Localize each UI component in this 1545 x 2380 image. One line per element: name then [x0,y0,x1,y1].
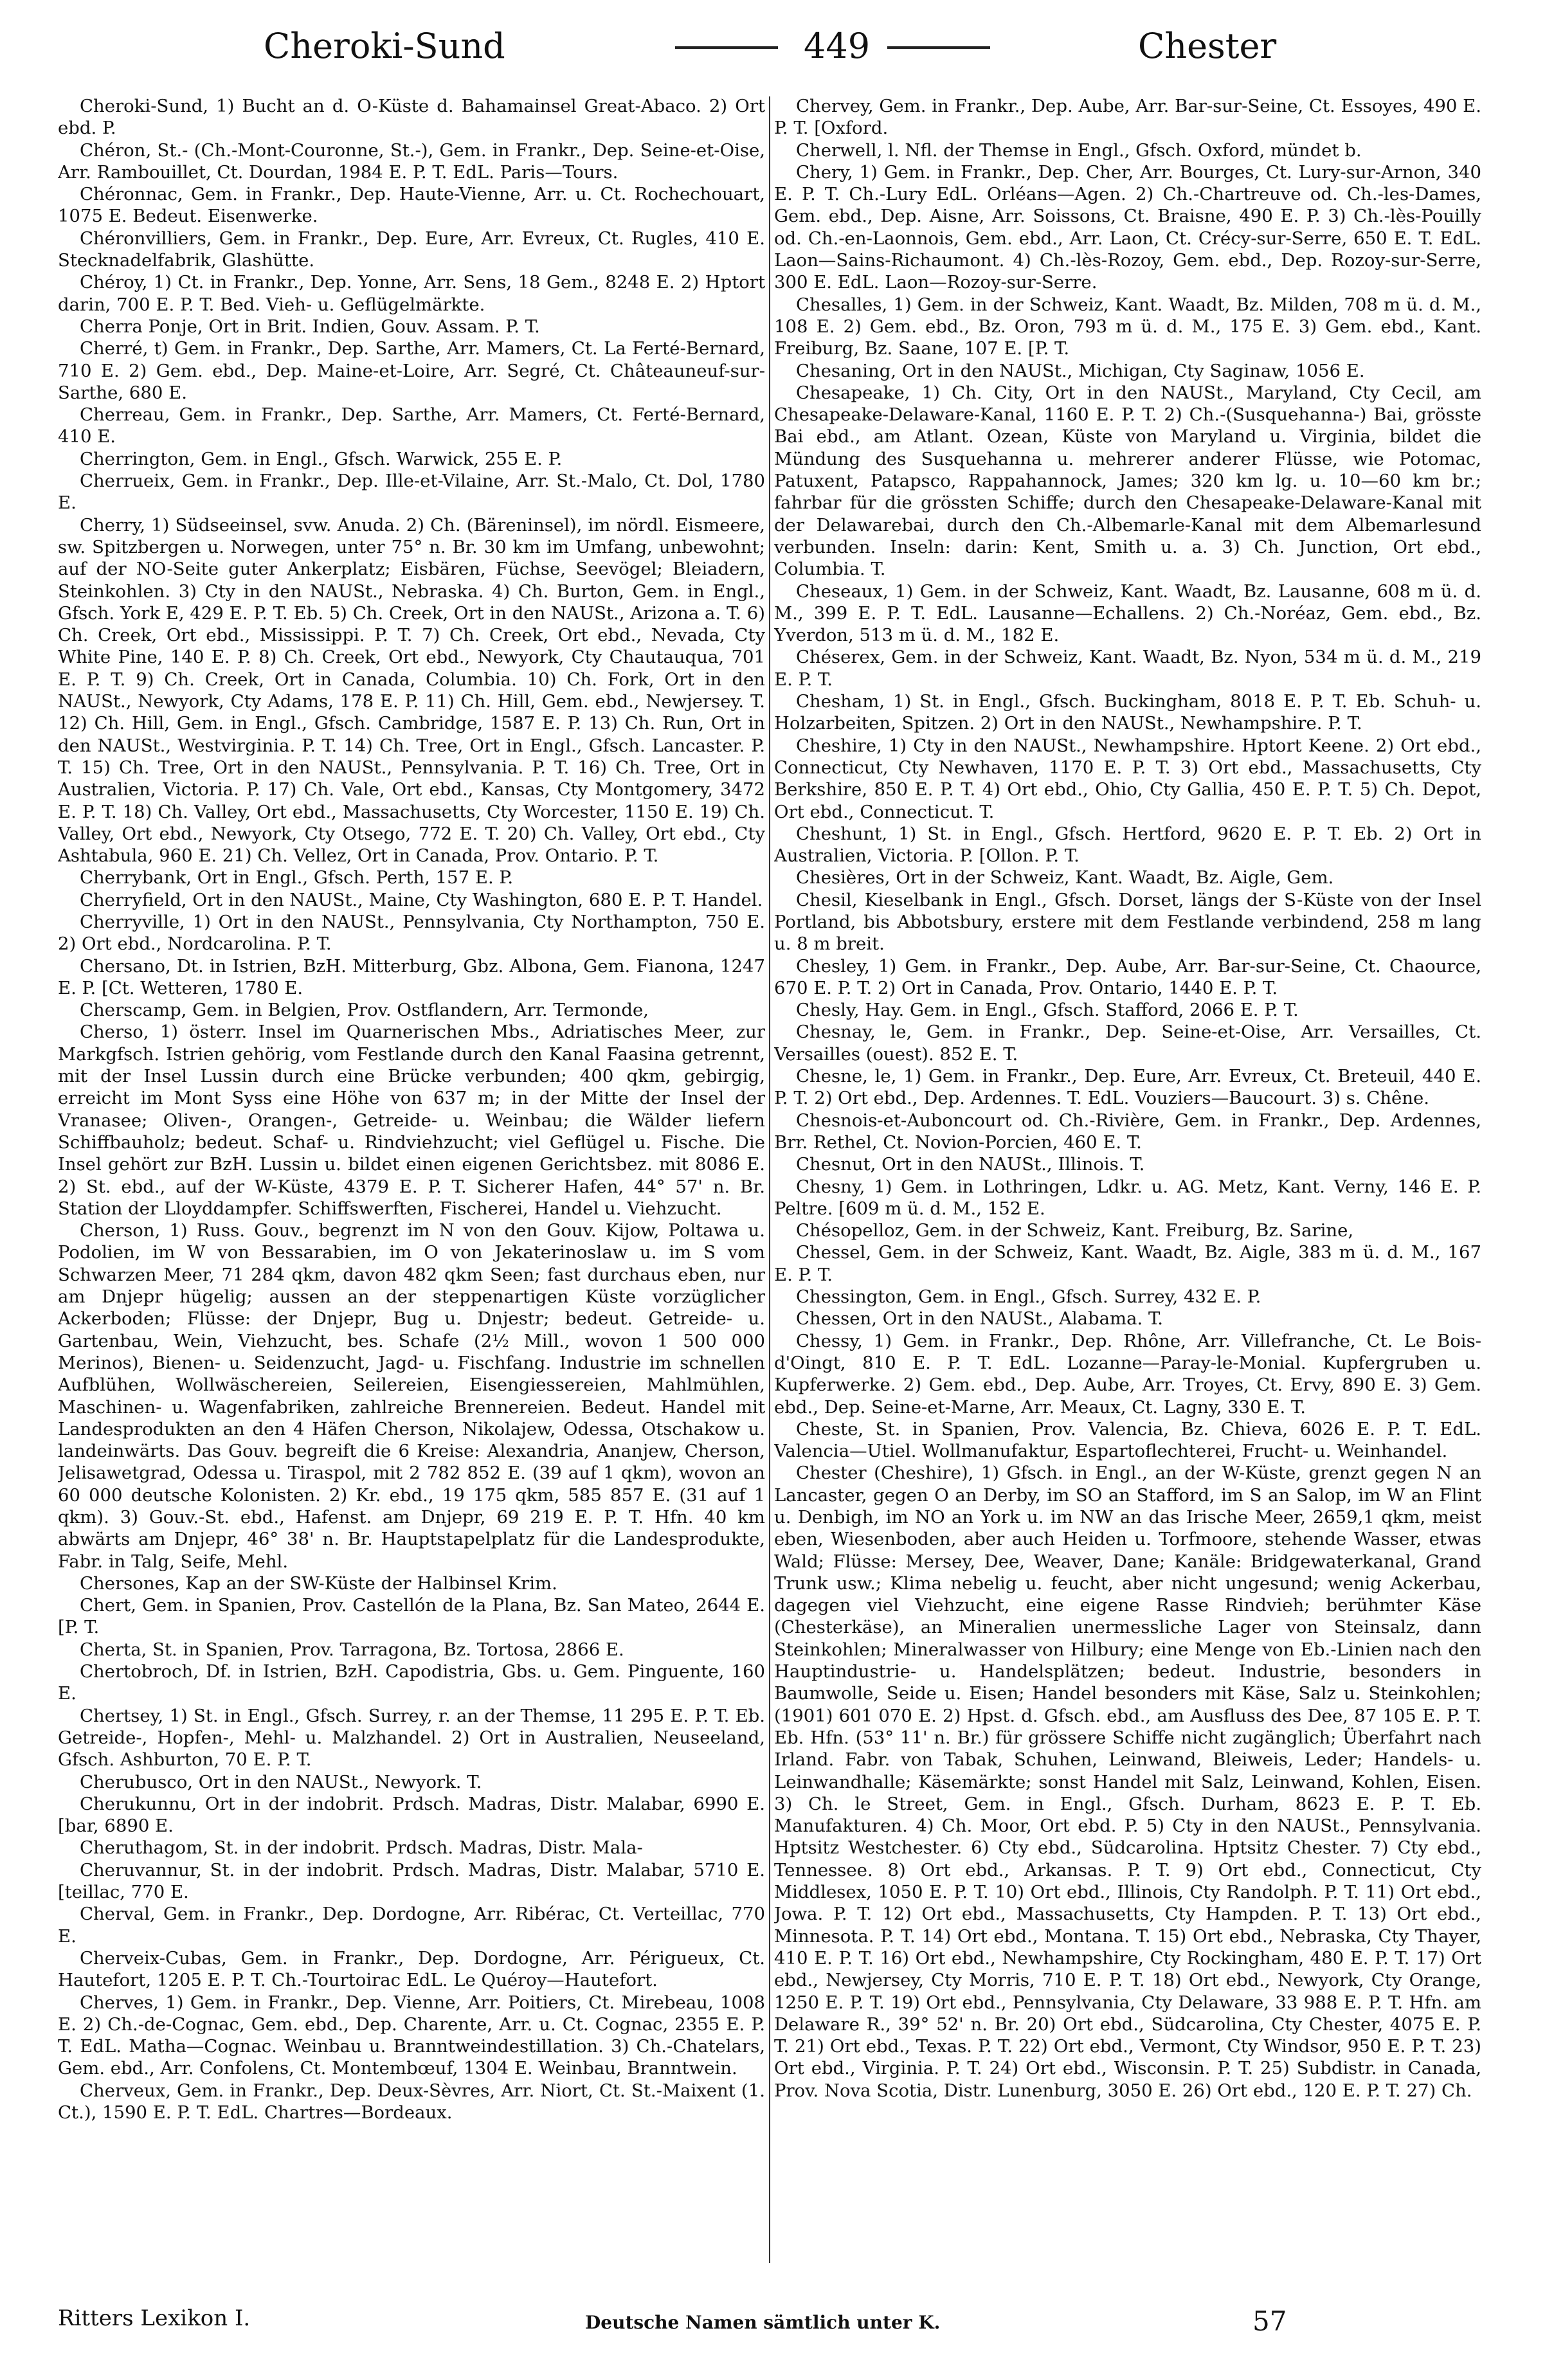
dictionary-entry: Chéroy, 1) Ct. in Frankr., Dep. Yonne, Arr. Sens, 18 Gem., 8248 E. 2) Hptort darin, 700 E. P. T. Bed. Vieh- u. Geflügelmärkte. [58,272,765,315]
dictionary-entry: Cherra Ponje, Ort in Brit. Indien, Gouv. Assam. P. T. [80,316,540,337]
dictionary-entry: Chesaning, Ort in den NAUSt., Michigan, Cty Saginaw, 1056 E. [796,360,1365,381]
dictionary-entry: Chessel, Gem. in der Schweiz, Kant. Waadt, Bz. Aigle, 383 m ü. d. M., 167 E. P. T. [774,1242,1481,1285]
dictionary-entry: Cherubusco, Ort in den NAUSt., Newyork. T. [80,1771,482,1792]
right-column [774,95,1481,2255]
dictionary-entry: Cheshunt, 1) St. in Engl., Gfsch. Hertford, 9620 E. P. T. Eb. 2) Ort in Australien, Victoria. P. [Ollon. P. T. [774,823,1481,867]
footer-note: Deutsche Namen sämtlich unter K. [585,2312,941,2333]
header-last-entry: Chester [1138,26,1277,66]
dictionary-entry: Chesalles, 1) Gem. in der Schweiz, Kant. Waadt, Bz. Milden, 708 m ü. d. M., 108 E. 2) Gem. ebd., Bz. Oron, 793 m ü. d. M., 175 E. 3) Gem. ebd., Kant. Freiburg, Bz. Saane, 107 E. [P. T. [774,294,1481,359]
dictionary-entry: Chessen, Ort in den NAUSt., Alabama. T. [796,1308,1164,1330]
dictionary-entry: Chéron, St.- (Ch.-Mont-Couronne, St.-), Gem. in Frankr., Dep. Seine-et-Oise, Arr. Rambouillet, Ct. Dourdan, 1984 E. P. T. EdL. Paris—Tours. [58,140,765,183]
dictionary-entry: Chert, Gem. in Spanien, Prov. Castellón de la Plana, Bz. San Mateo, 2644 E. [P. T. [58,1595,765,1638]
dictionary-entry: Cherukunnu, Ort in der indobrit. Prdsch. Madras, Distr. Malabar, 6990 E. [bar, 6890 E. [58,1793,765,1837]
dictionary-entry: Chery, 1) Gem. in Frankr., Dep. Cher, Arr. Bourges, Ct. Lury-sur-Arnon, 340 E. P. T. Ch.-Lury EdL. Orléans—Agen. 2) Ch.-Chartreuve od. Ch.-les-Dames, Gem. ebd., Dep. Aisne, Arr. Soissons, Ct. Braisne, 490 E. P. 3) Ch.-lès-Pouilly od. Ch.-en-Laonnois, Gem. ebd., Arr. Laon, Ct. Crécy-sur-Serre, 650 E. T. EdL. Laon—Sains-Richaumont. 4) Ch.-lès-Rozoy, Gem. ebd., Dep. Rozoy-sur-Serre, 300 E. EdL. Laon—Rozoy-sur-Serre. [774,161,1481,293]
dictionary-entry: Cherrybank, Ort in Engl., Gfsch. Perth, 157 E. P. [80,867,514,888]
dictionary-entry: Cheroki-Sund, 1) Bucht an d. O-Küste d. Bahamainsel Great-Abaco. 2) Ort ebd. P. [58,96,765,139]
dictionary-entry: Cherreau, Gem. in Frankr., Dep. Sarthe, Arr. Mamers, Ct. Ferté-Bernard, 410 E. [58,404,765,447]
dictionary-entry: Cherscamp, Gem. in Belgien, Prov. Ostflandern, Arr. Termonde, [80,1000,649,1021]
dictionary-entry: Chesil, Kieselbank in Engl., Gfsch. Dorset, längs der S-Küste von der Insel Portland, bis Abbotsbury, ersterе mit dem Festlande verbindend, 258 m lang u. 8 m breit. [774,889,1481,955]
dictionary-entry: Cheseaux, 1) Gem. in der Schweiz, Kant. Waadt, Bz. Lausanne, 608 m ü. d. M., 399 E. P. T. EdL. Lausanne—Echallens. 2) Ch.-Noréaz, Gem. ebd., Bz. Yverdon, 513 m ü. d. M., 182 E. [774,581,1481,646]
dictionary-entry: Chertobroch, Df. in Istrien, BzH. Capodistria, Gbs. u. Gem. Pinguente, 160 E. [58,1661,765,1704]
page-number: 449 [804,26,871,66]
dictionary-entry: Cheste, St. in Spanien, Prov. Valencia, Bz. Chieva, 6026 E. P. T. EdL. Valencia—Utiel. Wollmanufaktur, Espartoflechterei, Frucht- u. Weinhandel. [774,1418,1481,1462]
dictionary-entry: Chesapeake, 1) Ch. City, Ort in den NAUSt., Maryland, Cty Cecil, am Chesapeake-Delaware-Kanal, 1160 E. P. T. 2) Ch.-(Susquehanna-) Bai, grösste Bai ebd., am Atlant. Ozean, Küste von Maryland u. Virginia, bildet die Mündung des Susquehanna u. mehrerer anderer Flüsse, wie Potomac, Patuxent, Patapsco, Rappahannock, James; 320 km lg. u. 10—60 km br.; fahrbar für die grössten Schiffe; durch den Chesapeake-Delaware-Kanal mit der Delawarebai, durch den Ch.-Albemarle-Kanal mit dem Albemarlesund verbunden. Inseln: darin: Kent, Smith u. a. 3) Ch. Junction, Ort ebd., Columbia. T. [774,382,1481,580]
dictionary-entry: Chessy, 1) Gem. in Frankr., Dep. Rhône, Arr. Villefranche, Ct. Le Bois-d'Oingt, 810 E. P. T. EdL. Lozanne—Paray-le-Monial. Kupfergruben u. Kupferwerke. 2) Gem. ebd., Dep. Aube, Arr. Troyes, Ct. Ervy, 890 E. 3) Gem. ebd., Dep. Seine-et-Marne, Arr. Meaux, Ct. Lagny, 330 E. T. [774,1330,1481,1418]
dictionary-entry: Chesières, Ort in der Schweiz, Kant. Waadt, Bz. Aigle, Gem. [796,867,1334,888]
footer-sheet-number: 57 [1252,2305,1287,2337]
dictionary-entry: Cherta, St. in Spanien, Prov. Tarragona, Bz. Tortosa, 2866 E. [80,1639,624,1660]
dictionary-entry: Chesly, Hay. Gem. in Engl., Gfsch. Stafford, 2066 E. P. T. [796,1000,1299,1021]
dictionary-entry: Chersano, Dt. in Istrien, BzH. Mitterburg, Gbz. Albona, Gem. Fianona, 1247 E. P. [Ct. Wetteren, 1780 E. [58,955,765,998]
page-footer [58,2305,1487,2344]
dictionary-entry: Cheruvannur, St. in der indobrit. Prdsch. Madras, Distr. Malabar, 5710 E. [teillac, 770 E. [58,1859,765,1903]
dictionary-entry: Cherry, 1) Südseeinsel, svw. Anuda. 2) Ch. (Bäreninsel), im nördl. Eismeere, sw. Spitzbergen u. Norwegen, unter 75° n. Br. 30 km im Umfang, unbewohnt; auf der NO-Seite guter Ankerplatz; Eisbären, Füchse, Seevögel; Bleiadern, Steinkohlen. 3) Cty in den NAUSt., Nebraska. 4) Ch. Burton, Gem. in Engl., Gfsch. York E, 429 E. P. T. Eb. 5) Ch. Creek, Ort in den NAUSt., Arizona a. T. 6) Ch. Creek, Ort ebd., Mississippi. P. T. 7) Ch. Creek, Ort ebd., Nevada, Cty White Pine, 140 E. P. 8) Ch. Creek, Ort ebd., Newyork, Cty Chautauqua, 701 E. P. T. 9) Ch. Creek, Ort in Canada, Columbia. 10) Ch. Fork, Ort in den NAUSt., Newyork, Cty Adams, 178 E. P. 11) Ch. Hill, Gem. ebd., Newjersey. T. 12) Ch. Hill, Gem. in Engl., Gfsch. Cambridge, 1587 E. P. 13) Ch. Run, Ort in den NAUSt., Westvirginia. P. T. 14) Ch. Tree, Ort in Engl., Gfsch. Lancaster. P. T. 15) Ch. Tree, Ort in den NAUSt., Pennsylvania. P. T. 16) Ch. Tree, Ort in Australien, Victoria. P. 17) Ch. Vale, Ort ebd., Kansas, Cty Montgomery, 3472 E. P. T. 18) Ch. Valley, Ort ebd., Massachusetts, Cty Worcester, 1150 E. 19) Ch. Valley, Ort ebd., Newyork, Cty Otsego, 772 E. T. 20) Ch. Valley, Ort ebd., Cty Ashtabula, 960 E. 21) Ch. Vellez, Ort in Canada, Prov. Ontario. P. T. [58,514,765,867]
dictionary-entry: Chesnut, Ort in den NAUSt., Illinois. T. [796,1154,1145,1175]
dictionary-entry: Cherveux, Gem. in Frankr., Dep. Deux-Sèvres, Arr. Niort, Ct. St.-Maixent (1. Ct.), 1590 E. P. T. EdL. Chartres—Bordeaux. [58,2080,765,2123]
dictionary-entry: Cheshire, 1) Cty in den NAUSt., Newhampshire. Hptort Keene. 2) Ort ebd., Connecticut, Cty Newhaven, 1170 E. P. T. 3) Ort ebd., Massachusetts, Cty Berkshire, 850 E. P. T. 4) Ort ebd., Ohio, Cty Gallia, 450 E. P. T. 5) Ch. Depot, Ort ebd., Connecticut. T. [774,735,1481,822]
dictionary-entry: Cheruthagom, St. in der indobrit. Prdsch. Madras, Distr. Mala- [80,1837,643,1859]
dictionary-entry: Chéronnac, Gem. in Frankr., Dep. Haute-Vienne, Arr. u. Ct. Rochechouart, 1075 E. Bedeut. Eisenwerke. [58,184,765,227]
header-dash-left [675,46,778,49]
dictionary-entry: Cherré, t) Gem. in Frankr., Dep. Sarthe, Arr. Mamers, Ct. La Ferté-Bernard, 710 E. 2) Gem. ebd., Dep. Maine-et-Loire, Arr. Segré, Ct. Châteauneuf-sur-Sarthe, 680 E. [58,338,765,403]
dictionary-entry: Chester (Cheshire), 1) Gfsch. in Engl., an der W-Küste, grenzt gegen N an Lancaster, gegen O an Derby, im SO an Stafford, im S an Salop, im W an Flint u. Denbigh, im NO an York u. im NW an das Irische Meer, 2659,1 qkm, meist eben, Wiesenboden, aber auch Heiden u. Torfmoore, stehende Wasser, etwas Wald; Flüsse: Mersey, Dee, Weaver, Dane; Kanäle: Bridgewaterkanal, Grand Trunk usw.; Klima nebelig u. feucht, aber nicht ungesund; wenig Ackerbau, dagegen viel Viehzucht, eine eigene Rasse Rindvieh; berühmter Käse (Chesterkäse), an Mineralien unermessliche Lager von Steinsalz, dann Steinkohlen; Mineralwasser von Hilbury; eine Menge von Eb.-Linien nach den Hauptindustrie- u. Handelsplätzen; bedeut. Industrie, besonders in Baumwolle, Seide u. Eisen; Handel besonders mit Käse, Salz u. Steinkohlen; (1901) 601 070 E. 2) Hpst. d. Gfsch. ebd., am Ausfluss des Dee, 87 105 E. P. T. Eb. Hfn. (53° 11' n. Br.) für grössere Schiffe nicht zugänglich; Überfahrt nach Irland. Fabr. von Tabak, Schuhen, Leinwand, Bleiweis, Leder; Handels- u. Leinwandhalle; Käsemärkte; sonst Handel mit Salz, Leinwand, Kohlen, Eisen. 3) Ch. le Street, Gem. in Engl., Gfsch. Durham, 8623 E. P. T. Eb. Manufakturen. 4) Ch. Moor, Ort ebd. P. 5) Cty in den NAUSt., Pennsylvania. Hptsitz Westchester. 6) Cty ebd., Südcarolina. Hptsitz Chester. 7) Cty ebd., Tennessee. 8) Ort ebd., Arkansas. P. T. 9) Ort ebd., Connecticut, Cty Middlesex, 1050 E. P. T. 10) Ort ebd., Illinois, Cty Randolph. P. T. 11) Ort ebd., Jowa. P. T. 12) Ort ebd., Massachusetts, Cty Hampden. P. T. 13) Ort ebd., Minnesota. P. T. 14) Ort ebd., Montana. T. 15) Ort ebd., Nebraska, Cty Thayer, 410 E. P. T. 16) Ort ebd., Newhampshire, Cty Rockingham, 480 E. P. T. 17) Ort ebd., Newjersey, Cty Morris, 710 E. P. T. 18) Ort ebd., Newyork, Cty Orange, 1250 E. P. T. 19) Ort ebd., Pennsylvania, Cty Delaware, 33 988 E. P. T. Hfn. am Delaware R., 39° 52' n. Br. 20) Ort ebd., Südcarolina, Cty Chester, 4075 E. P. T. 21) Ort ebd., Texas. P. T. 22) Ort ebd., Vermont, Cty Windsor, 950 E. P. T. 23) Ort ebd., Virginia. P. T. 24) Ort ebd., Wisconsin. P. T. 25) Subdistr. in Canada, Prov. Nova Scotia, Distr. Lunenburg, 3050 E. 26) Ort ebd., 120 E. P. T. 27) Ch. [774,1463,1481,2101]
column-divider [769,96,770,2263]
dictionary-entry: Chesnay, le, Gem. in Frankr., Dep. Seine-et-Oise, Arr. Versailles, Ct. Versailles (ouest). 852 E. T. [774,1022,1481,1065]
dictionary-entry: Chéserex, Gem. in der Schweiz, Kant. Waadt, Bz. Nyon, 534 m ü. d. M., 219 E. P. T. [774,647,1481,690]
footer-publication: Ritters Lexikon I. [58,2305,251,2331]
dictionary-entry: Cherrington, Gem. in Engl., Gfsch. Warwick, 255 E. P. [80,448,563,469]
dictionary-entry: Chersones, Kap an der SW-Küste der Halbinsel Krim. [80,1573,557,1594]
header-dash-right [887,46,990,49]
dictionary-entry: Chesne, le, 1) Gem. in Frankr., Dep. Eure, Arr. Evreux, Ct. Breteuil, 440 E. P. T. 2) Ort ebd., Dep. Ardennes. T. EdL. Vouziers—Baucourt. 3) s. Chêne. [774,1066,1481,1109]
page-header [77,21,1468,72]
dictionary-entry: Chéronvilliers, Gem. in Frankr., Dep. Eure, Arr. Evreux, Ct. Rugles, 410 E. Stecknadelfabrik, Glashütte. [58,228,765,271]
dictionary-entry: Chervey, Gem. in Frankr., Dep. Aube, Arr. Bar-sur-Seine, Ct. Essoyes, 490 E. P. T. [Oxford. [774,96,1481,139]
dictionary-entry: Cherryville, 1) Ort in den NAUSt., Pennsylvania, Cty Northampton, 750 E. 2) Ort ebd., Nordcarolina. P. T. [58,911,765,955]
dictionary-entry: Chertsey, 1) St. in Engl., Gfsch. Surrey, r. an der Themse, 11 295 E. P. T. Eb. Getreide-, Hopfen-, Mehl- u. Malzhandel. 2) Ort in Australien, Neuseeland, Gfsch. Ashburton, 70 E. P. T. [58,1705,765,1771]
dictionary-entry: Cherson, 1) Russ. Gouv., begrenzt im N von den Gouv. Kijow, Poltawa u. Podolien, im W von Bessarabien, im O von Jekaterinoslaw u. im S vom Schwarzen Meer, 71 284 qkm, davon 482 qkm Seen; fast durchaus eben, nur am Dnjepr hügelig; aussen an der steppenartigen Küste vorzüglicher Ackerboden; Flüsse: der Dnjepr, Bug u. Dnjestr; bedeut. Getreide- u. Gartenbau, Wein, Viehzucht, bes. Schafe (2½ Mill., wovon 1 500 000 Merinos), Bienen- u. Seidenzucht, Jagd- u. Fischfang. Industrie im schnellen Aufblühen, Wollwäschereien, Seilereien, Eisengiessereien, Mahlmühlen, Maschinen- u. Wagenfabriken, zahlreiche Brennereien. Bedeut. Handel mit Landesprodukten an den 4 Häfen Cherson, Nikolajew, Odessa, Otschakow u. landeinwärts. Das Gouv. begreift die 6 Kreise: Alexandria, Ananjew, Cherson, Jelisawetgrad, Odessa u. Tiraspol, mit 2 782 852 E. (39 auf 1 qkm), wovon an 60 000 deutsche Kolonisten. 2) Kr. ebd., 19 175 qkm, 585 857 E. (31 auf 1 qkm). 3) Gouv.-St. ebd., Hafenst. am Dnjepr, 69 219 E. P. T. Hfn. 40 km abwärts am Dnjepr, 46° 38' n. Br. Hauptstapelplatz für die Landesprodukte, Fabr. in Talg, Seife, Mehl. [58,1220,765,1572]
dictionary-entry: Chesnois-et-Auboncourt od. Ch.-Rivière, Gem. in Frankr., Dep. Ardennes, Brr. Rethel, Ct. Novion-Porcien, 460 E. T. [774,1110,1481,1153]
dictionary-entry: Cherves, 1) Gem. in Frankr., Dep. Vienne, Arr. Poitiers, Ct. Mirebeau, 1008 E. 2) Ch.-de-Cognac, Gem. ebd., Dep. Charente, Arr. u. Ct. Cognac, 2355 E. P. T. EdL. Matha—Cognac. Weinbau u. Branntweindestillation. 3) Ch.-Chatelars, Gem. ebd., Arr. Confolens, Ct. Montembœuf, 1304 E. Weinbau, Branntwein. [58,1992,765,2079]
dictionary-entry: Chessington, Gem. in Engl., Gfsch. Surrey, 432 E. P. [796,1286,1261,1308]
dictionary-entry: Cherval, Gem. in Frankr., Dep. Dordogne, Arr. Ribérac, Ct. Verteillac, 770 E. [58,1904,765,1947]
dictionary-entry: Chésopelloz, Gem. in der Schweiz, Kant. Freiburg, Bz. Sarine, [796,1220,1354,1241]
dictionary-entry: Chesny, 1) Gem. in Lothringen, Ldkr. u. AG. Metz, Kant. Verny, 146 E. P. Peltre. [609 m ü. d. M., 152 E. [774,1176,1481,1219]
dictionary-entry: Cherso, 1) österr. Insel im Quarnerischen Mbs., Adriatisches Meer, zur Markgfsch. Istrien gehörig, vom Festlande durch den Kanal Faasina getrennt, mit der Insel Lussin durch eine Brücke verbunden; 400 qkm, gebirgig, erreicht im Mont Syss eine Höhe von 637 m; in der Mitte der Insel der Vranasee; Oliven-, Orangen-, Getreide- u. Weinbau; die Wälder liefern Schiffbauholz; bedeut. Schaf- u. Rindviehzucht; viel Geflügel u. Fische. Die Insel gehört zur BzH. Lussin u. bildet einen eigenen Gerichtsbez. mit 8086 E. 2) St. ebd., auf der W-Küste, 4379 E. P. T. Sicherer Hafen, 44° 57' n. Br. Station der Lloyddampfer. Schiffswerften, Fischerei, Handel u. Viehzucht. [58,1022,765,1219]
dictionary-entry: Chesham, 1) St. in Engl., Gfsch. Buckingham, 8018 E. P. T. Eb. Schuh- u. Holzarbeiten, Spitzen. 2) Ort in den NAUSt., Newhampshire. P. T. [774,691,1481,734]
dictionary-entry: Cherveix-Cubas, Gem. in Frankr., Dep. Dordogne, Arr. Périgueux, Ct. Hautefort, 1205 E. P. T. Ch.-Tourtoirac EdL. Le Quéroy—Hautefort. [58,1947,765,1991]
dictionary-entry: Chesley, 1) Gem. in Frankr., Dep. Aube, Arr. Bar-sur-Seine, Ct. Chaource, 670 E. P. T. 2) Ort in Canada, Prov. Ontario, 1440 E. P. T. [774,955,1481,998]
dictionary-entry: Cherryfield, Ort in den NAUSt., Maine, Cty Washington, 680 E. P. T. Handel. [80,889,763,910]
dictionary-entry: Cherwell, l. Nfl. der Themse in Engl., Gfsch. Oxford, mündet b. [796,140,1362,161]
dictionary-entry: Cherrueix, Gem. in Frankr., Dep. Ille-et-Vilaine, Arr. St.-Malo, Ct. Dol, 1780 E. [58,471,765,514]
left-column [58,95,765,2255]
header-first-entry: Cheroki-Sund [264,26,505,66]
